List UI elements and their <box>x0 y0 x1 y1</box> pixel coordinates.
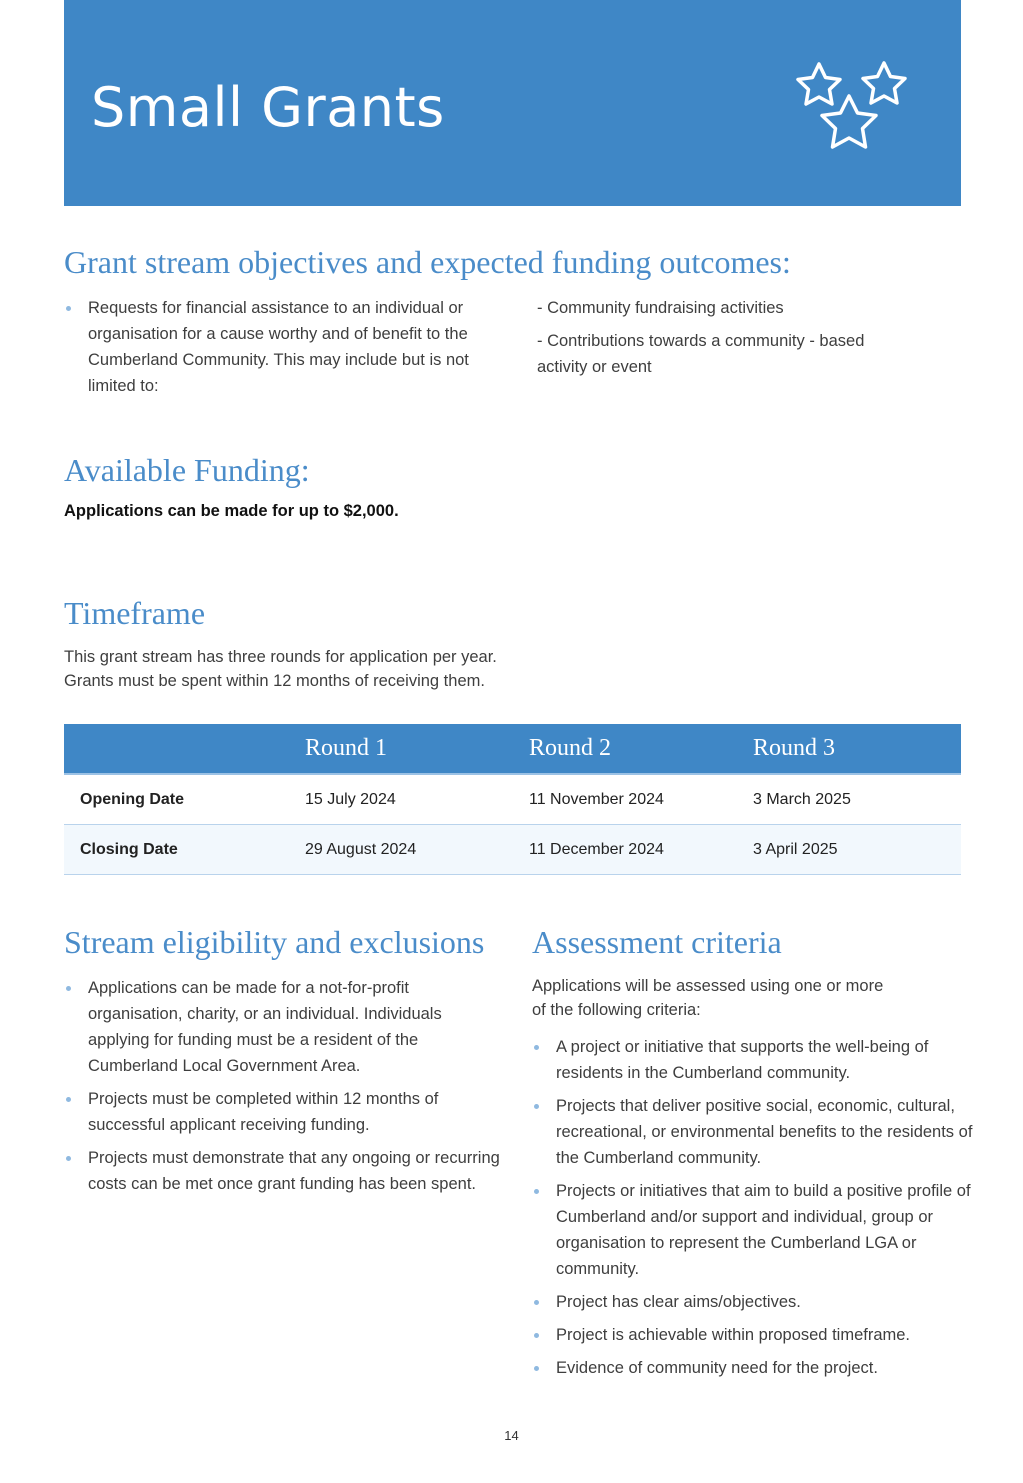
table-row-label: Closing Date <box>64 825 289 875</box>
timeframe-text <box>64 645 497 693</box>
table-cell: 3 April 2025 <box>737 825 961 875</box>
table-header-cell: Round 3 <box>737 724 961 774</box>
timeframe-line: Grants must be spent within 12 months of receiving them. <box>64 672 485 690</box>
list-item: Evidence of community need for the project. <box>532 1355 982 1381</box>
table-cell: 11 November 2024 <box>513 774 737 825</box>
title-banner <box>64 0 961 206</box>
eligibility-list <box>64 975 504 1197</box>
objectives-list <box>64 295 504 399</box>
table-cell: 29 August 2024 <box>289 825 513 875</box>
table-cell: 15 July 2024 <box>289 774 513 825</box>
rounds-table <box>64 724 961 875</box>
assessment-intro: Applications will be assessed using one or more of the following criteria: <box>532 977 884 1019</box>
list-item: A project or initiative that supports the well-being of residents in the Cumberland community. <box>532 1034 982 1086</box>
table-row <box>64 825 961 875</box>
page-title: Small Grants <box>91 76 445 139</box>
table-header-row <box>64 724 961 774</box>
funding-text: Applications can be made for up to $2,000. <box>64 502 399 520</box>
list-item: Requests for financial assistance to an individual or organisation for a cause worthy and of benefit to the Cumberland Community. This may include but is not limited to: <box>64 295 504 399</box>
three-stars-icon <box>787 58 921 176</box>
list-item: Project has clear aims/objectives. <box>532 1289 982 1315</box>
list-item: - Contributions towards a community - based activity or event <box>537 332 865 376</box>
list-item: Applications can be made for a not-for-profit organisation, charity, or an individual. Individuals applying for funding must be a resident of the Cumberland Local Government Area. <box>64 975 504 1079</box>
list-item: - Community fundraising activities <box>537 299 784 317</box>
objectives-heading: Grant stream objectives and expected funding outcomes: <box>64 244 791 280</box>
objectives-sub-list <box>537 295 882 380</box>
eligibility-heading: Stream eligibility and exclusions <box>64 924 485 960</box>
table-cell: 3 March 2025 <box>737 774 961 825</box>
list-item: Projects must be completed within 12 months of successful applicant receiving funding. <box>64 1086 504 1138</box>
table-header-cell: Round 2 <box>513 724 737 774</box>
table-header-cell: Round 1 <box>289 724 513 774</box>
table-row <box>64 774 961 825</box>
timeframe-line: This grant stream has three rounds for application per year. <box>64 648 497 666</box>
list-item: Projects must demonstrate that any ongoing or recurring costs can be met once grant funding has been spent. <box>64 1145 504 1197</box>
assessment-list <box>532 1034 982 1381</box>
list-item: Projects that deliver positive social, economic, cultural, recreational, or environmental benefits to the residents of the Cumberland community. <box>532 1093 982 1171</box>
timeframe-heading: Timeframe <box>64 595 206 631</box>
table-cell: 11 December 2024 <box>513 825 737 875</box>
funding-heading: Available Funding: <box>64 452 310 488</box>
page-number: 14 <box>504 1428 519 1443</box>
assessment-heading: Assessment criteria <box>532 924 782 960</box>
table-header-cell <box>64 724 289 774</box>
list-item: Projects or initiatives that aim to build a positive profile of Cumberland and/or support and individual, group or organisation to represent the Cumberland LGA or community. <box>532 1178 982 1282</box>
table-row-label: Opening Date <box>64 774 289 825</box>
list-item: Project is achievable within proposed timeframe. <box>532 1322 982 1348</box>
